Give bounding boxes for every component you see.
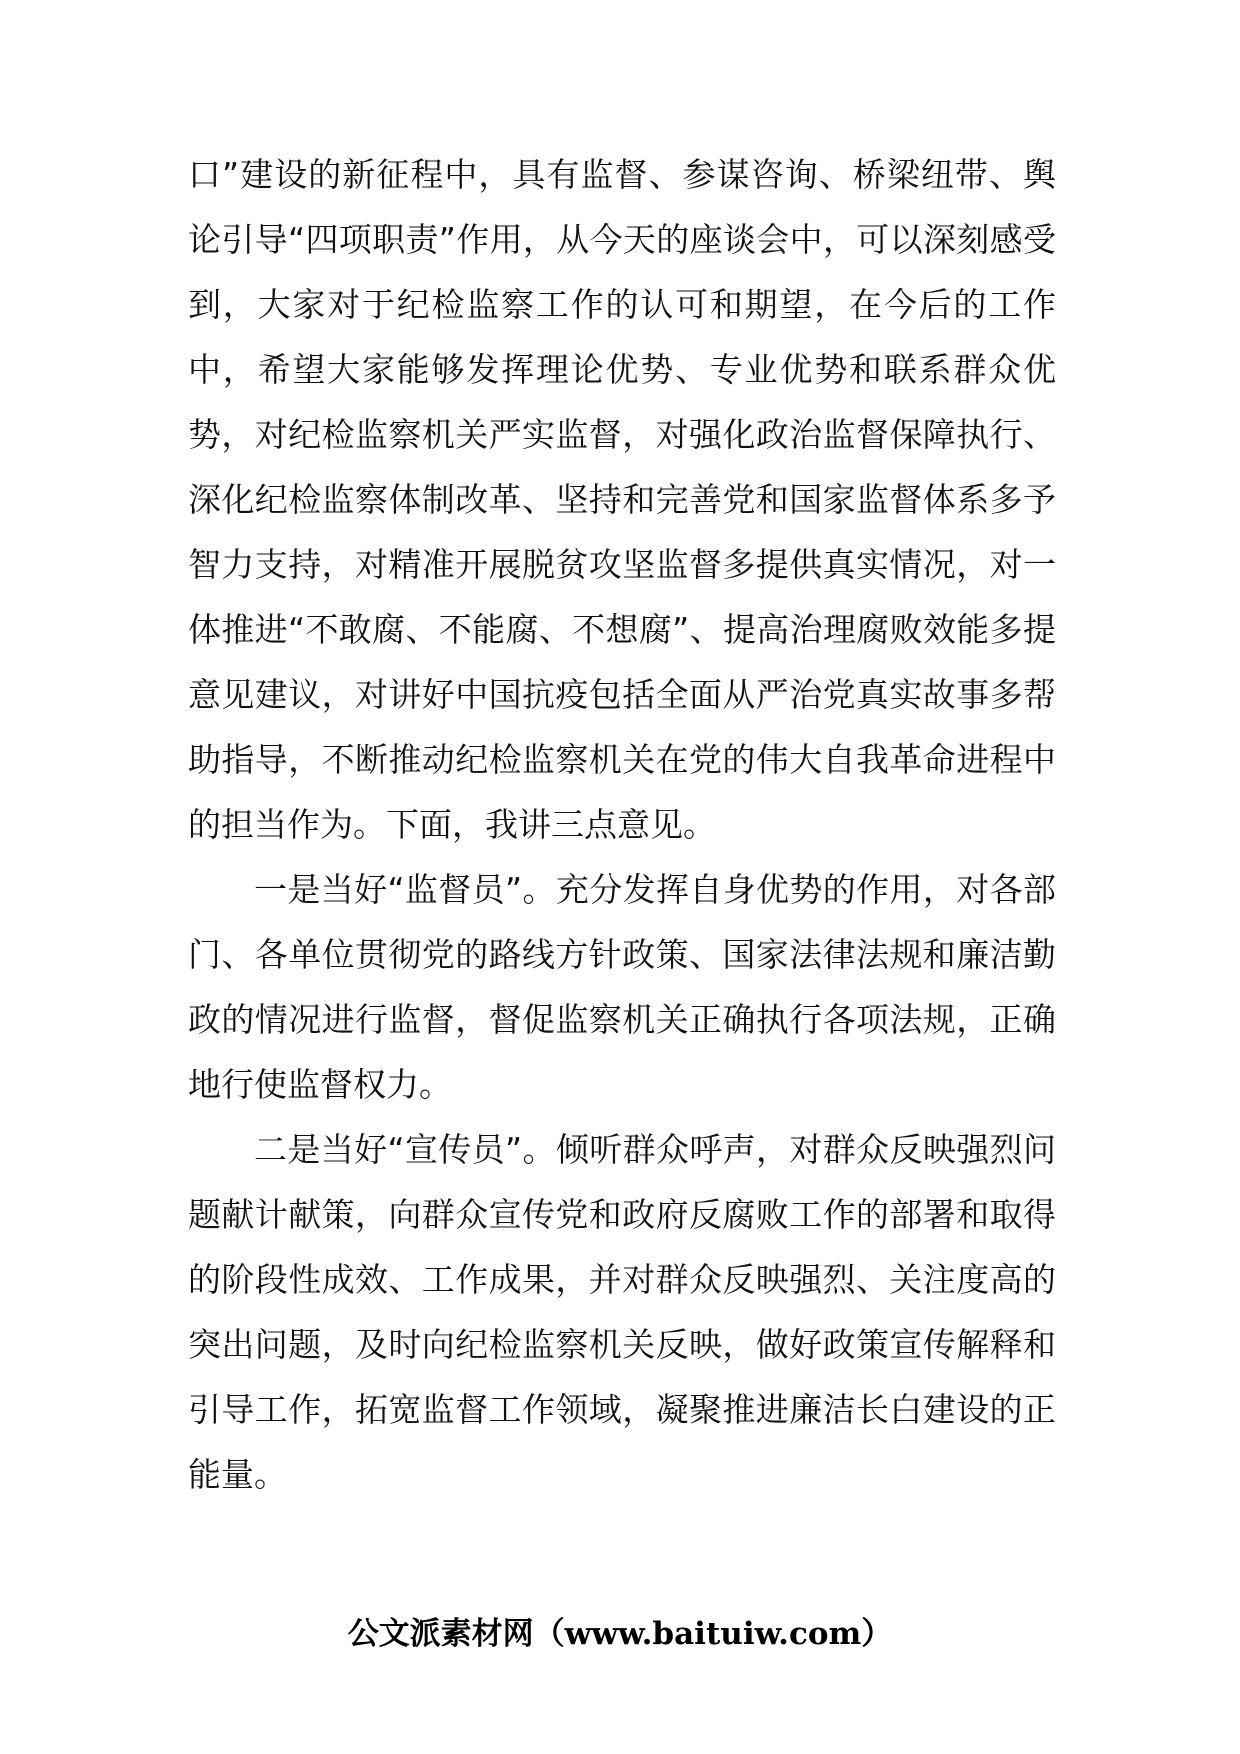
paragraph-2: 一是当好“监督员”。充分发挥自身优势的作用，对各部门、各单位贯彻党的路线方针政策、国家法律法规和廉洁勤政的情况进行监督，督促监察机关正确执行各项法规，正确地行使监督权力。 — [188, 870, 1056, 1104]
footer-watermark-text: 公文派素材网（www.baituiw.com） — [347, 1616, 893, 1652]
paragraph-1: 口”建设的新征程中，具有监督、参谋咨询、桥梁纽带、舆论引导“四项职责”作用，从今天的座谈会中，可以深刻感受到，大家对于纪检监察工作的认可和期望，在今后的工作中，希望大家能够发挥理论优势、专业优势和联系群众优势，对纪检监察机关严实监督，对强化政治监督保障执行、深化纪检监察体制改革、坚持和完善党和国家监督体系多予智力支持，对精准开展脱贫攻坚监督多提供真实情况，对一体推进“不敢腐、不能腐、不想腐”、提高治理腐败效能多提意见建议，对讲好中国抗疫包括全面从严治党真实故事多帮助指导，不断推动纪检监察机关在党的伟大自我革命进程中的担当作为。下面，我讲三点意见。 — [188, 155, 1056, 844]
document-body — [188, 142, 1056, 1507]
paragraph-3: 二是当好“宣传员”。倾听群众呼声，对群众反映强烈问题献计献策，向群众宣传党和政府反腐败工作的部署和取得的阶段性成效、工作成果，并对群众反映强烈、关注度高的突出问题，及时向纪检监察机关反映，做好政策宣传解释和引导工作，拓宽监督工作领域，凝聚推进廉洁长白建设的正能量。 — [188, 1130, 1056, 1494]
